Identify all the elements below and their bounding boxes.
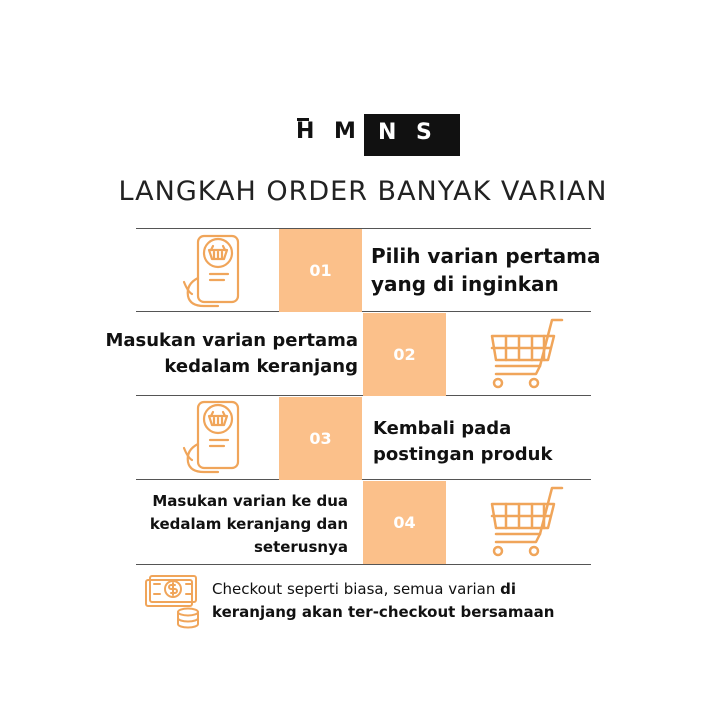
step-text-line: Masukan varian ke dua bbox=[152, 492, 348, 510]
footer-note bbox=[212, 578, 554, 624]
footer-line-2 bbox=[212, 601, 554, 624]
step-text-line: kedalam keranjang dan bbox=[149, 515, 348, 533]
step-01-text bbox=[371, 242, 601, 298]
step-text-line: Kembali pada bbox=[373, 418, 512, 439]
step-text-line: Masukan varian pertama bbox=[105, 330, 358, 351]
logo-left-block bbox=[292, 114, 364, 156]
shopping-cart-icon bbox=[484, 316, 566, 397]
step-text-line: yang di inginkan bbox=[371, 272, 559, 296]
phone-shopping-basket-icon bbox=[180, 232, 250, 313]
money-coins-icon bbox=[144, 574, 206, 637]
footer-text-bold: keranjang akan ter-checkout bersamaan bbox=[212, 603, 555, 621]
logo-letter: S bbox=[416, 120, 432, 145]
logo-letter: M bbox=[334, 119, 356, 144]
footer-text-normal: Checkout seperti biasa, semua varian bbox=[212, 580, 501, 598]
step-number-02: 02 bbox=[363, 313, 446, 396]
step-text-line: Pilih varian pertama bbox=[371, 244, 601, 268]
logo-right-block bbox=[364, 114, 460, 156]
footer-text-bold: di bbox=[500, 580, 517, 598]
logo-letter: N bbox=[378, 120, 397, 145]
step-number-01: 01 bbox=[279, 229, 362, 312]
footer-line-1 bbox=[212, 578, 554, 601]
logo-letter: H bbox=[296, 119, 315, 144]
step-number-03: 03 bbox=[279, 397, 362, 480]
step-number-04: 04 bbox=[363, 481, 446, 564]
shopping-cart-icon bbox=[484, 484, 566, 565]
brand-logo bbox=[292, 114, 460, 156]
divider bbox=[136, 479, 591, 480]
step-text-line: kedalam keranjang bbox=[164, 356, 358, 377]
step-03-text bbox=[373, 416, 552, 468]
step-02-text bbox=[105, 328, 358, 380]
divider bbox=[136, 228, 591, 229]
step-text-line: seterusnya bbox=[253, 538, 348, 556]
page-title: LANGKAH ORDER BANYAK VARIAN bbox=[118, 176, 608, 207]
step-text-line: postingan produk bbox=[373, 444, 553, 465]
step-04-text bbox=[150, 490, 348, 559]
phone-shopping-basket-icon bbox=[180, 398, 250, 479]
